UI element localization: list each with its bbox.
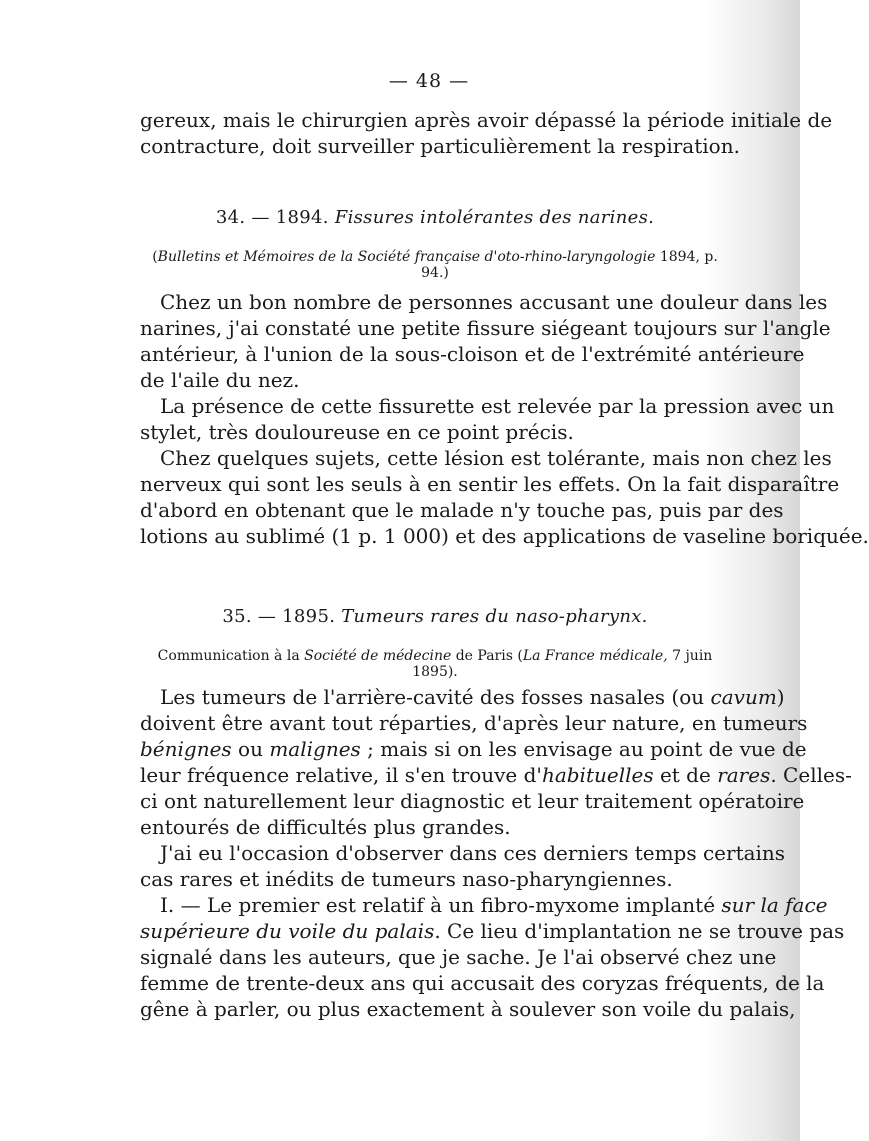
text-line [140, 918, 845, 944]
text-line: antérieur, à l'union de la sous-cloison et de l'extrémité antérieure [140, 342, 805, 366]
text-line [140, 684, 785, 710]
text-run: I. — Le premier est relatif à un fibro-myxome implanté [160, 893, 722, 917]
text-run: leur fréquence relative, il s'en trouve d' [140, 763, 542, 787]
text-line: signalé dans les auteurs, que je sache. Je l'ai observé chez une [140, 945, 777, 969]
source-text: de Paris ( [451, 648, 523, 664]
text-line [140, 736, 807, 762]
text-line: nerveux qui sont les seuls à en sentir les effets. On la fait disparaître [140, 472, 840, 496]
text-line: cas rares et inédits de tumeurs naso-pharyngiennes. [140, 867, 673, 891]
source-society: Société de médecine [304, 648, 452, 664]
italic-run: bénignes [140, 737, 232, 761]
text-line: d'abord en obtenant que le malade n'y touche pas, puis par des [140, 498, 784, 522]
section-35-title: Tumeurs rares du naso-pharynx. [341, 606, 648, 627]
italic-run: sur la face [721, 893, 828, 917]
text-run: Les tumeurs de l'arrière-cavité des fosses nasales (ou [160, 685, 711, 709]
text-run: . Ce lieu d'implantation ne se trouve pas [434, 919, 845, 943]
text-line: femme de trente-deux ans qui accusait des coryzas fréquents, de la [140, 971, 825, 995]
source-text: 7 juin 1895). [412, 648, 713, 680]
section-34-heading [140, 207, 730, 228]
text-line [140, 762, 852, 788]
text-line [140, 892, 828, 918]
source-paren: ( [152, 249, 158, 265]
intro-paragraph [140, 107, 833, 159]
text-line: doivent être avant tout réparties, d'après leur nature, en tumeurs [140, 711, 808, 735]
italic-run: supérieure du voile du palais [140, 919, 435, 943]
text-line: Chez un bon nombre de personnes accusant une douleur dans les [160, 290, 828, 314]
text-line: Chez quelques sujets, cette lésion est tolérante, mais non chez les [160, 446, 832, 470]
text-line: stylet, très douloureuse en ce point précis. [140, 420, 574, 444]
text-line: entourés de difficultés plus grandes. [140, 815, 511, 839]
text-line: de l'aile du nez. [140, 368, 300, 392]
section-34-title: Fissures intolérantes des narines. [334, 207, 655, 228]
text-line: gereux, mais le chirurgien après avoir dépassé la période initiale de [140, 108, 833, 132]
section-35-number: 35. — 1895. [222, 606, 336, 627]
section-35-source [140, 648, 730, 680]
text-run: ; mais si on les envisage au point de vue de [360, 737, 807, 761]
source-details: 1894, p. 94.) [421, 249, 718, 281]
text-line: J'ai eu l'occasion d'observer dans ces derniers temps certains [160, 841, 786, 865]
section-34-number: 34. — 1894. [215, 207, 329, 228]
section-35-heading [140, 606, 730, 627]
source-journal: Bulletins et Mémoires de la Société française d'oto-rhino-laryngologie [157, 249, 656, 265]
italic-run: habituelles [541, 763, 654, 787]
page-number: — 48 — [388, 70, 470, 92]
text-line: lotions au sublimé (1 p. 1 000) et des applications de vaseline boriquée. [140, 524, 869, 548]
text-line: narines, j'ai constaté une petite fissure siégeant toujours sur l'angle [140, 316, 831, 340]
text-line: contracture, doit surveiller particulièrement la respiration. [140, 134, 740, 158]
italic-run: cavum [710, 685, 777, 709]
text-run: et de [653, 763, 718, 787]
text-run: ou [231, 737, 270, 761]
source-journal: La France médicale, [522, 648, 668, 664]
section-34-source [140, 249, 730, 281]
section-35-body [140, 684, 852, 1022]
italic-run: malignes [269, 737, 361, 761]
italic-run: rares [717, 763, 771, 787]
section-34-body [140, 289, 869, 549]
text-run: ) [776, 685, 785, 709]
text-run: . Celles- [770, 763, 852, 787]
source-text: Communication à la [157, 648, 305, 664]
text-line: La présence de cette fissurette est relevée par la pression avec un [160, 394, 835, 418]
text-line: ci ont naturellement leur diagnostic et leur traitement opératoire [140, 789, 805, 813]
text-line: gêne à parler, ou plus exactement à soulever son voile du palais, [140, 997, 796, 1021]
